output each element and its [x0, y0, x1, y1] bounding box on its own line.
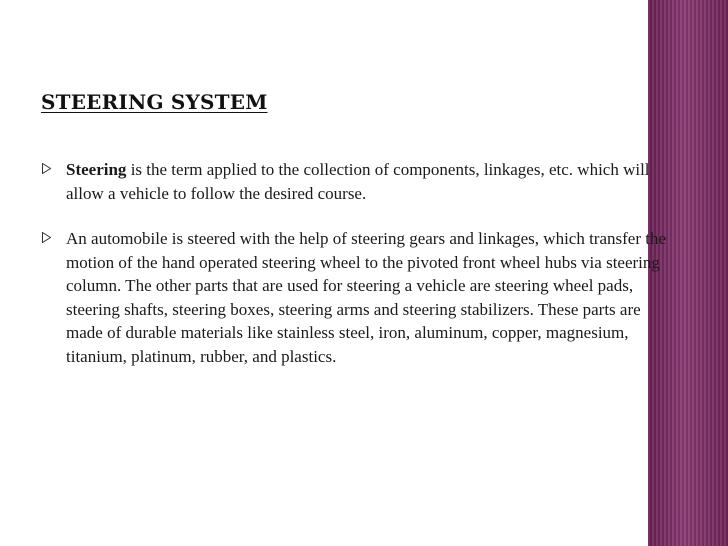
- hollow-triangle-bullet-icon: [42, 163, 51, 174]
- bullet-list: [41, 158, 681, 390]
- bullet-term: Steering: [66, 160, 127, 179]
- bullet-item: [41, 158, 681, 205]
- bullet-text: is the term applied to the collection of components, linkages, etc. which will allow a vehicle to follow the desired course.: [66, 160, 650, 203]
- bullet-text: An automobile is steered with the help of steering gears and linkages, which transfer the motion of the hand operated steering wheel to the pivoted front wheel hubs via steering column. The other parts that are used for steering a vehicle are steering wheel pads, steering shafts, steering boxes, steering arms and steering stabilizers. These parts are made of durable materials like stainless steel, iron, aluminum, copper, magnesium, titanium, platinum, rubber, and plastics.: [66, 229, 667, 366]
- bullet-item: [41, 227, 681, 368]
- hollow-triangle-bullet-icon: [42, 232, 51, 243]
- slide-title: STEERING SYSTEM: [41, 90, 268, 114]
